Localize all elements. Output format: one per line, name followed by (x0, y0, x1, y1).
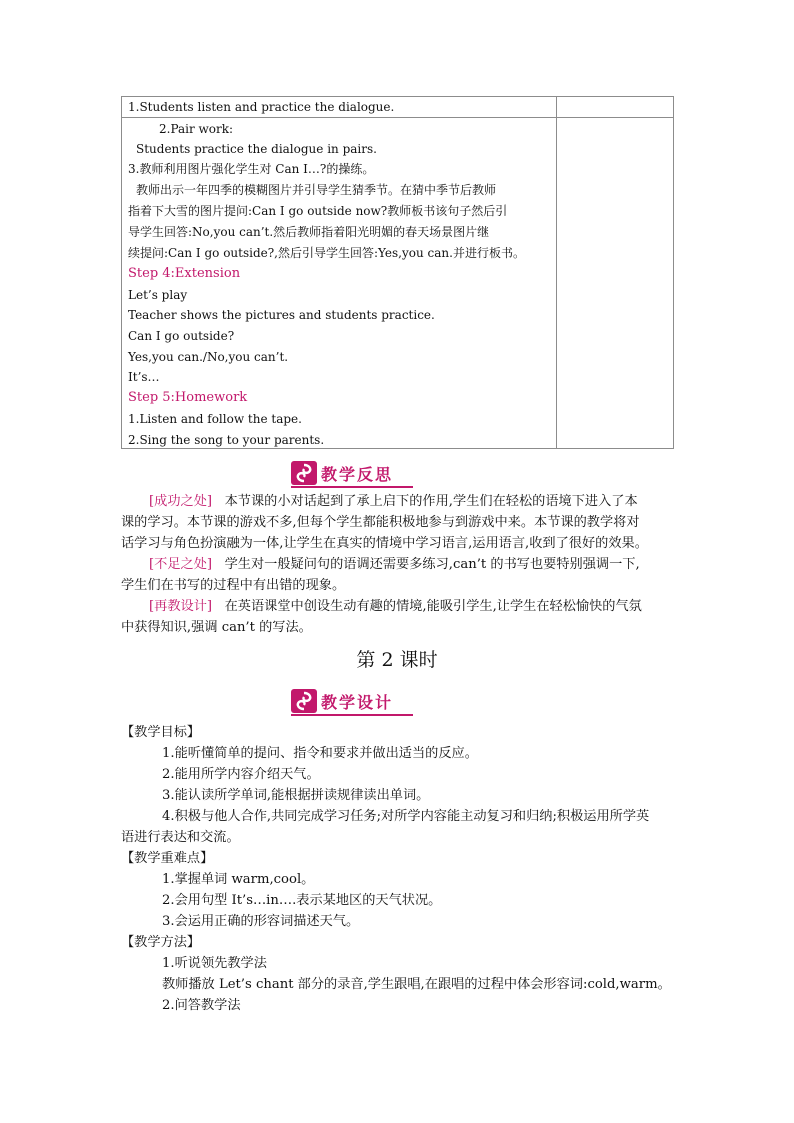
section-logo-icon (291, 689, 317, 713)
table-line: 导学生回答:No,you can’t.然后教师指着阳光明媚的春天场景图片继 (128, 225, 490, 239)
table-line: 续提问:Can I go outside?,然后引导学生回答:Yes,you can.并进行板书。 (128, 246, 525, 260)
step-4-heading: Step 4:Extension (128, 266, 241, 281)
key-points-heading: 【教学重难点】 (121, 851, 214, 866)
table-column-divider (556, 97, 557, 448)
method-item: 1.听说领先教学法 (162, 956, 267, 971)
table-line: 2.Pair work: (159, 122, 234, 136)
design-banner (291, 689, 413, 713)
redesign-line-2: 中获得知识,强调 can’t 的写法。 (121, 620, 312, 635)
table-line: Let’s play (128, 288, 188, 302)
table-line: 教师出示一年四季的模糊图片并引导学生猜季节。在猜中季节后教师 (136, 183, 497, 197)
table-line: Students practice the dialogue in pairs. (136, 142, 377, 156)
table-line: 1.Listen and follow the tape. (128, 412, 302, 426)
section-logo-icon (291, 461, 317, 485)
goal-item: 2.能用所学内容介绍天气。 (162, 767, 320, 782)
table-line: Teacher shows the pictures and students practice. (128, 308, 435, 322)
goal-item: 3.能认读所学单词,能根据拼读规律读出单词。 (162, 788, 430, 803)
table-line: It’s… (128, 370, 160, 384)
reflection-banner (291, 461, 413, 485)
success-tag: [成功之处] (149, 494, 213, 509)
banner-underline (291, 486, 413, 488)
reflection-title: 教学反思 (321, 465, 394, 484)
success-line-3: 话学习与角色扮演融为一体,让学生在真实的情境中学习语言,运用语言,收到了很好的效果。 (121, 536, 648, 551)
methods-heading: 【教学方法】 (121, 935, 201, 950)
lack-line-1: [不足之处] 学生对一般疑问句的语调还需要多练习,can’t 的书写也要特别强调一下, (149, 557, 640, 572)
goal-item: 4.积极与他人合作,共同完成学习任务;对所学内容能主动复习和归纳;积极运用所学英 (162, 809, 650, 824)
table-line: 2.Sing the song to your parents. (128, 433, 325, 447)
design-title: 教学设计 (321, 693, 394, 712)
lesson-title: 第 2 课时 (356, 649, 438, 671)
redesign-line-1: [再教设计] 在英语课堂中创设生动有趣的情境,能吸引学生,让学生在轻松愉快的气氛 (149, 599, 642, 614)
goal-item: 1.能听懂简单的提问、指令和要求并做出适当的反应。 (162, 746, 478, 761)
table-line: Yes,you can./No,you can’t. (128, 350, 289, 364)
table-line: 指着下大雪的图片提问:Can I go outside now?教师板书该句子然后引 (128, 204, 508, 218)
lack-tag: [不足之处] (149, 557, 213, 572)
table-line: Can I go outside? (128, 329, 235, 343)
success-line-2: 课的学习。本节课的游戏不多,但每个学生都能积极地参与到游戏中来。本节课的教学将对 (121, 515, 640, 530)
key-point-item: 2.会用句型 It’s…in….表示某地区的天气状况。 (162, 893, 442, 908)
method-description: 教师播放 Let’s chant 部分的录音,学生跟唱,在跟唱的过程中体会形容词:cold,warm。 (162, 977, 671, 992)
table-line: 3.教师利用图片强化学生对 Can I…?的操练。 (128, 162, 375, 176)
lack-line-2: 学生们在书写的过程中有出错的现象。 (121, 578, 346, 593)
table-row-1-text: 1.Students listen and practice the dialogue. (128, 100, 395, 114)
key-point-item: 1.掌握单词 warm,cool。 (162, 872, 315, 887)
lesson-steps-table (121, 96, 674, 449)
step-5-heading: Step 5:Homework (128, 390, 248, 405)
goal-item-continued: 语进行表达和交流。 (121, 830, 240, 845)
goals-heading: 【教学目标】 (121, 725, 201, 740)
success-line-1: [成功之处] 本节课的小对话起到了承上启下的作用,学生们在轻松的语境下进入了本 (149, 494, 638, 509)
method-item: 2.问答教学法 (162, 998, 241, 1013)
redesign-tag: [再教设计] (149, 599, 213, 614)
banner-underline (291, 714, 413, 716)
key-point-item: 3.会运用正确的形容词描述天气。 (162, 914, 360, 929)
table-row-divider (122, 117, 673, 118)
